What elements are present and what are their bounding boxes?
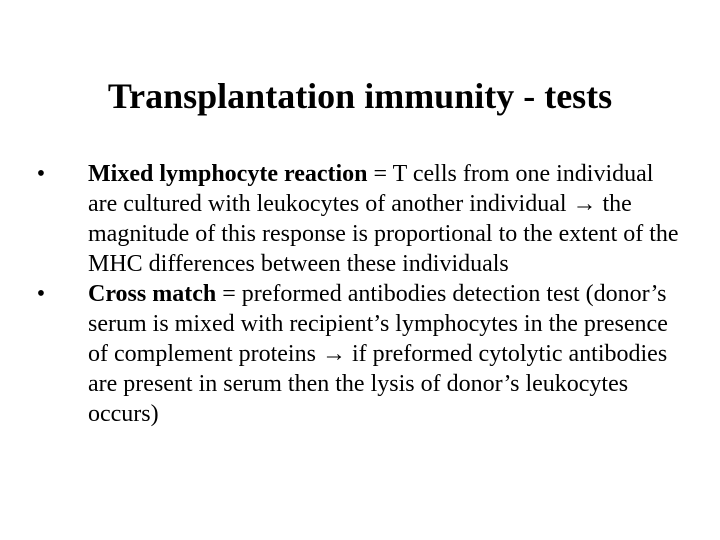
bullet-text: = T cells from one individual are cultured with leukocytes of another individual → the magnitude of this response is proportional to the extent of the MHC differences between these individuals: [88, 161, 679, 277]
bullet-term: Mixed lymphocyte reaction: [88, 161, 368, 187]
bullet-list: [36, 159, 688, 429]
bullet-point-icon: •: [36, 281, 46, 307]
bullet-term: Cross match: [88, 281, 217, 307]
bullet-point-icon: •: [36, 161, 46, 187]
slide-title: Transplantation immunity - tests: [107, 76, 613, 116]
bullet-item-mixed-lymphocyte-reaction: [36, 159, 688, 279]
bullet-item-cross-match: [36, 279, 688, 429]
bullet-text: = preformed antibodies detection test (donor’s serum is mixed with recipient’s lymphocytes in the presence of complement proteins → if preformed cytolytic antibodies are present in serum then the lysis of donor’s leukocytes occurs): [88, 281, 668, 427]
